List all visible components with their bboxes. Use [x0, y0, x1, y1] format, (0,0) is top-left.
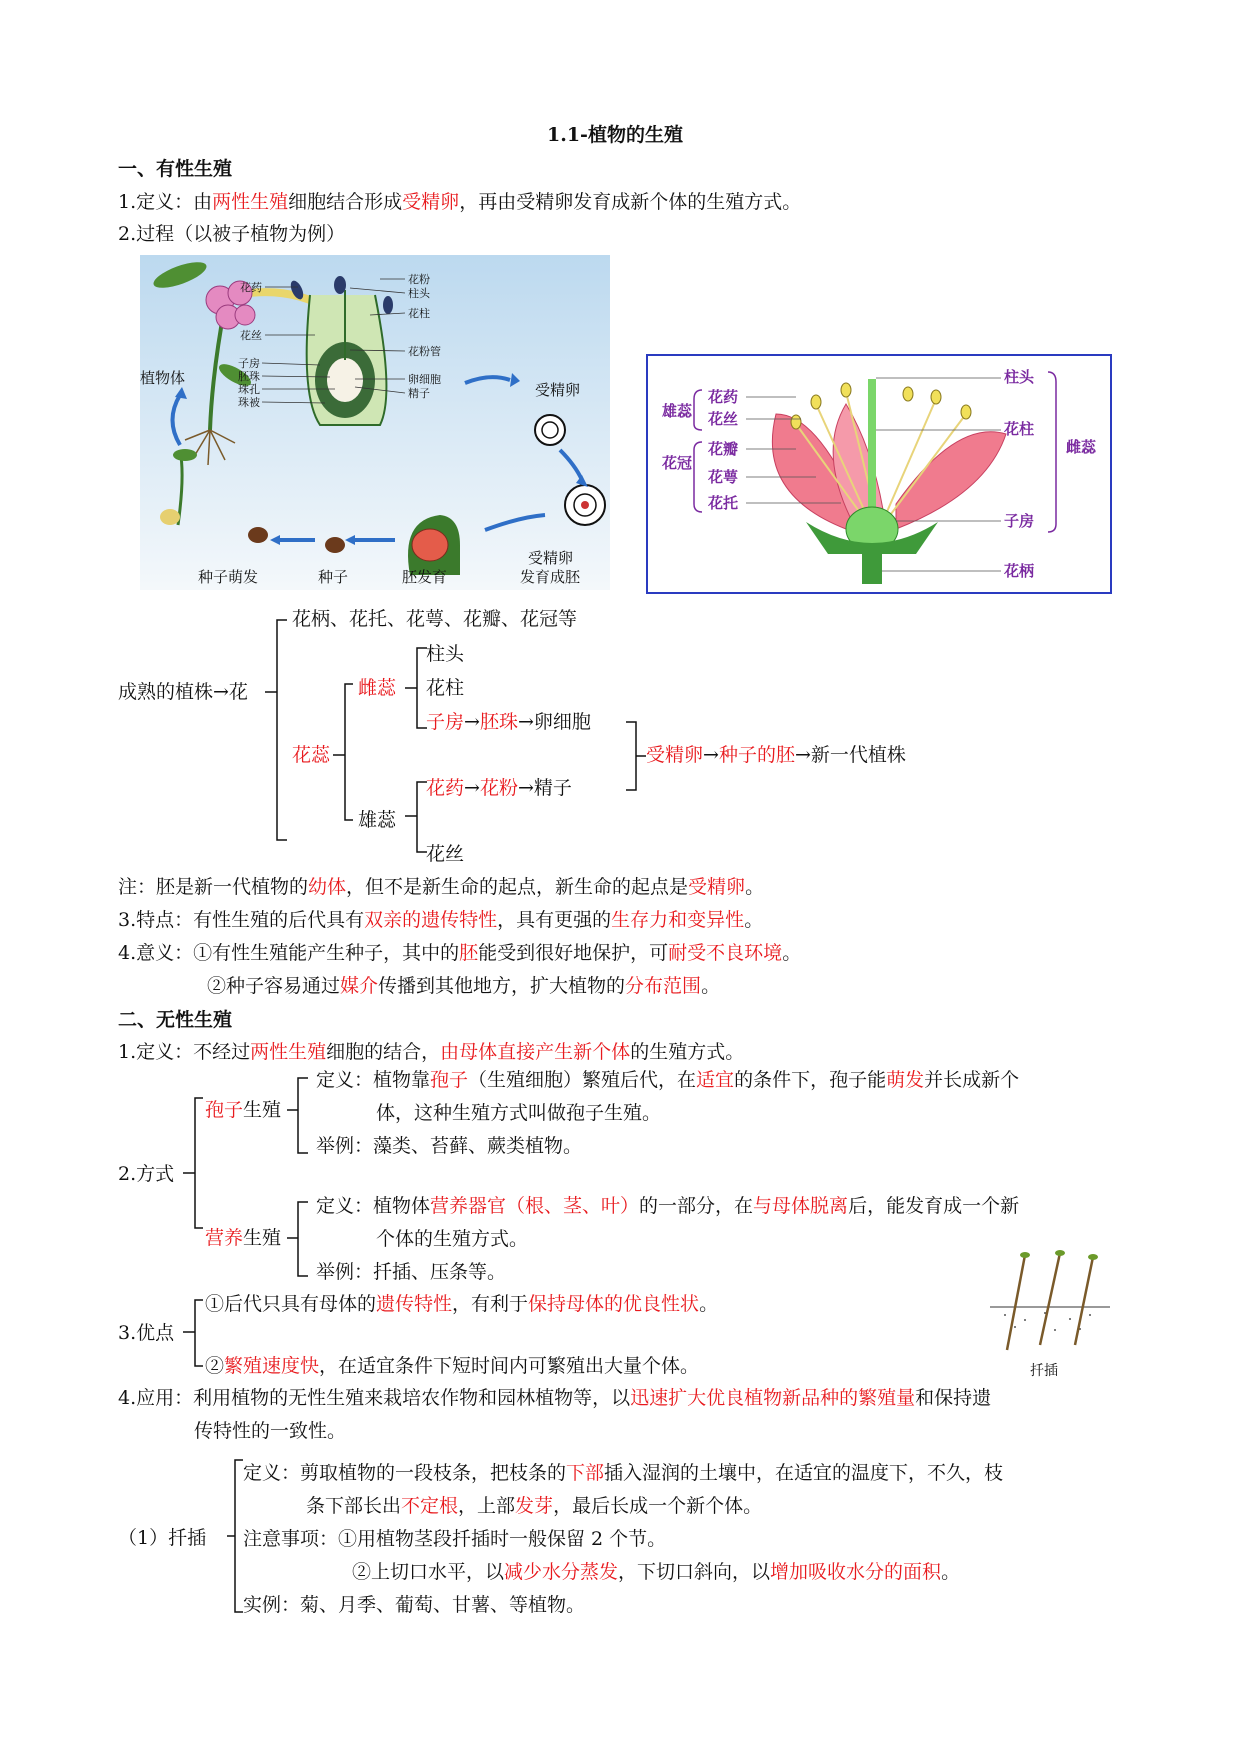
- veg-def-1: 定义：植物体营养器官（根、茎、叶）的一部分，在与母体脱离后，能发育成一个新: [316, 1195, 1020, 1217]
- cutting-figure: [985, 1245, 1115, 1380]
- tree-result: 受精卵→种子的胚→新一代植株: [646, 744, 906, 766]
- sexual-definition: 1.定义：由两性生殖细胞结合形成受精卵，再由受精卵发育成新个体的生殖方式。: [118, 191, 802, 213]
- fig1-sperm-label: 精子: [408, 387, 430, 400]
- cutting-def-2: 条下部长出不定根，上部发芽，最后长成一个新个体。: [306, 1495, 763, 1517]
- veg-example: 举例：扦插、压条等。: [316, 1261, 507, 1283]
- fig2-filament-label: 花丝: [708, 410, 739, 428]
- fig1-stigma-label: 柱头: [408, 287, 430, 300]
- veg-label: 营养生殖: [205, 1227, 282, 1249]
- application-1: 4.应用：利用植物的无性生殖来栽培农作物和园林植物等，以迅速扩大优良植物新品种的繁殖量和保持遗: [118, 1387, 992, 1409]
- fig1-embryo-label: 胚发育: [402, 568, 448, 586]
- tree-bracket-3: [624, 712, 646, 798]
- advantage-2: ②繁殖速度快，在适宜条件下短时间内可繁殖出大量个体。: [205, 1355, 700, 1377]
- note-line: 注：胚是新一代植物的幼体，但不是新生命的起点，新生命的起点是受精卵。: [118, 876, 765, 898]
- tree-zhutou: 柱头: [426, 643, 465, 665]
- fig1-pollen-label: 花粉: [408, 273, 430, 286]
- tree-top: 花柄、花托、花萼、花瓣、花冠等: [292, 608, 578, 630]
- significance-line-1: 4.意义：①有性生殖能产生种子，其中的胚能受到很好地保护，可耐受不良环境。: [118, 942, 802, 964]
- tree-huasi: 花丝: [426, 843, 465, 865]
- spore-def-2: 体，这种生殖方式叫做孢子生殖。: [376, 1102, 662, 1124]
- fig2-pistil-label: 雌蕊: [1066, 438, 1097, 456]
- fig1-micropyle-label: 珠孔: [238, 383, 260, 396]
- fig1-dev2-label: 发育成胚: [520, 568, 581, 586]
- fig2-style-label: 花柱: [1004, 420, 1035, 438]
- application-2: 传特性的一致性。: [194, 1420, 347, 1442]
- tree-root: 成熟的植株→花: [118, 681, 248, 703]
- cutting-note-2: ②上切口水平，以减少水分蒸发，下切口斜向，以增加吸收水分的面积。: [352, 1561, 961, 1583]
- fig1-dev1-label: 受精卵: [528, 549, 574, 567]
- section-heading-sexual: 一、有性生殖: [118, 158, 233, 180]
- fig1-ovary-label: 子房: [238, 357, 260, 370]
- tree-ruixin: 花蕊: [292, 744, 331, 766]
- fig2-corolla-label: 花冠: [662, 454, 693, 472]
- section-heading-asexual: 二、无性生殖: [118, 1009, 233, 1031]
- cutting-label: （1）扦插: [118, 1527, 207, 1549]
- fig2-ovary-label: 子房: [1004, 512, 1035, 530]
- advantage-label: 3.优点: [118, 1322, 175, 1344]
- spore-def-1: 定义：植物靠孢子（生殖细胞）繁殖后代，在适宜的条件下，孢子能萌发并长成新个: [316, 1069, 1020, 1091]
- fig1-zygote-label: 受精卵: [535, 381, 581, 399]
- cutting-example: 实例：菊、月季、葡萄、甘薯、等植物。: [243, 1594, 586, 1616]
- life-cycle-figure: [140, 255, 610, 590]
- fig1-tube-label: 花粉管: [408, 345, 441, 358]
- fig2-stamen-label: 雄蕊: [662, 402, 693, 420]
- flower-structure-figure: [646, 354, 1112, 594]
- advantage-1: ①后代只具有母体的遗传特性，有利于保持母体的优良性状。: [205, 1293, 719, 1315]
- feature-line: 3.特点：有性生殖的后代具有双亲的遗传特性，具有更强的生存力和变异性。: [118, 909, 764, 931]
- ways-label: 2.方式: [118, 1163, 175, 1185]
- fig2-petal-label: 花瓣: [708, 440, 739, 458]
- fig1-germ-label: 种子萌发: [198, 568, 259, 586]
- cutting-figure-label: 扦插: [1030, 1363, 1058, 1379]
- fig2-stigma-label: 柱头: [1004, 368, 1035, 386]
- process-label: 2.过程（以被子植物为例）: [118, 223, 346, 245]
- cutting-note-1: 注意事项：①用植物茎段扦插时一般保留 2 个节。: [243, 1528, 667, 1550]
- fig1-plant-label: 植物体: [140, 369, 186, 387]
- cutting-def-1: 定义：剪取植物的一段枝条，把枝条的下部插入湿润的土壤中，在适宜的温度下，不久，枝: [243, 1462, 1004, 1484]
- spore-example: 举例：藻类、苔藓、蕨类植物。: [316, 1135, 583, 1157]
- tree-huazhu: 花柱: [426, 677, 465, 699]
- fig2-sepal-label: 花萼: [708, 468, 739, 486]
- significance-line-2: ②种子容易通过媒介传播到其他地方，扩大植物的分布范围。: [207, 975, 721, 997]
- fig1-ovule-label: 胚珠: [238, 370, 260, 383]
- fig1-anther-label: 花药: [240, 281, 262, 294]
- tree-ovary-chain: 子房→胚珠→卵细胞: [426, 711, 591, 733]
- fig2-receptacle-label: 花托: [708, 494, 739, 512]
- fig1-egg-label: 卵细胞: [408, 373, 441, 386]
- fig2-stalk-label: 花柄: [1004, 562, 1035, 580]
- spore-label: 孢子生殖: [205, 1099, 282, 1121]
- tree-cirui: 雌蕊: [358, 677, 397, 699]
- page-title: 1.1-植物的生殖: [547, 124, 683, 146]
- fig1-integument-label: 珠被: [238, 396, 260, 409]
- tree-anther-chain: 花药→花粉→精子: [426, 777, 572, 799]
- fig1-seed-label: 种子: [318, 568, 349, 586]
- asexual-definition: 1.定义：不经过两性生殖细胞的结合，由母体直接产生新个体的生殖方式。: [118, 1041, 745, 1063]
- fig1-style-label: 花柱: [408, 307, 430, 320]
- fig2-anther-label: 花药: [708, 388, 739, 406]
- tree-xiongrui: 雄蕊: [358, 809, 397, 831]
- fig1-filament-label: 花丝: [240, 329, 262, 342]
- cutting-bracket: [225, 1452, 245, 1622]
- veg-def-2: 个体的生殖方式。: [376, 1228, 529, 1250]
